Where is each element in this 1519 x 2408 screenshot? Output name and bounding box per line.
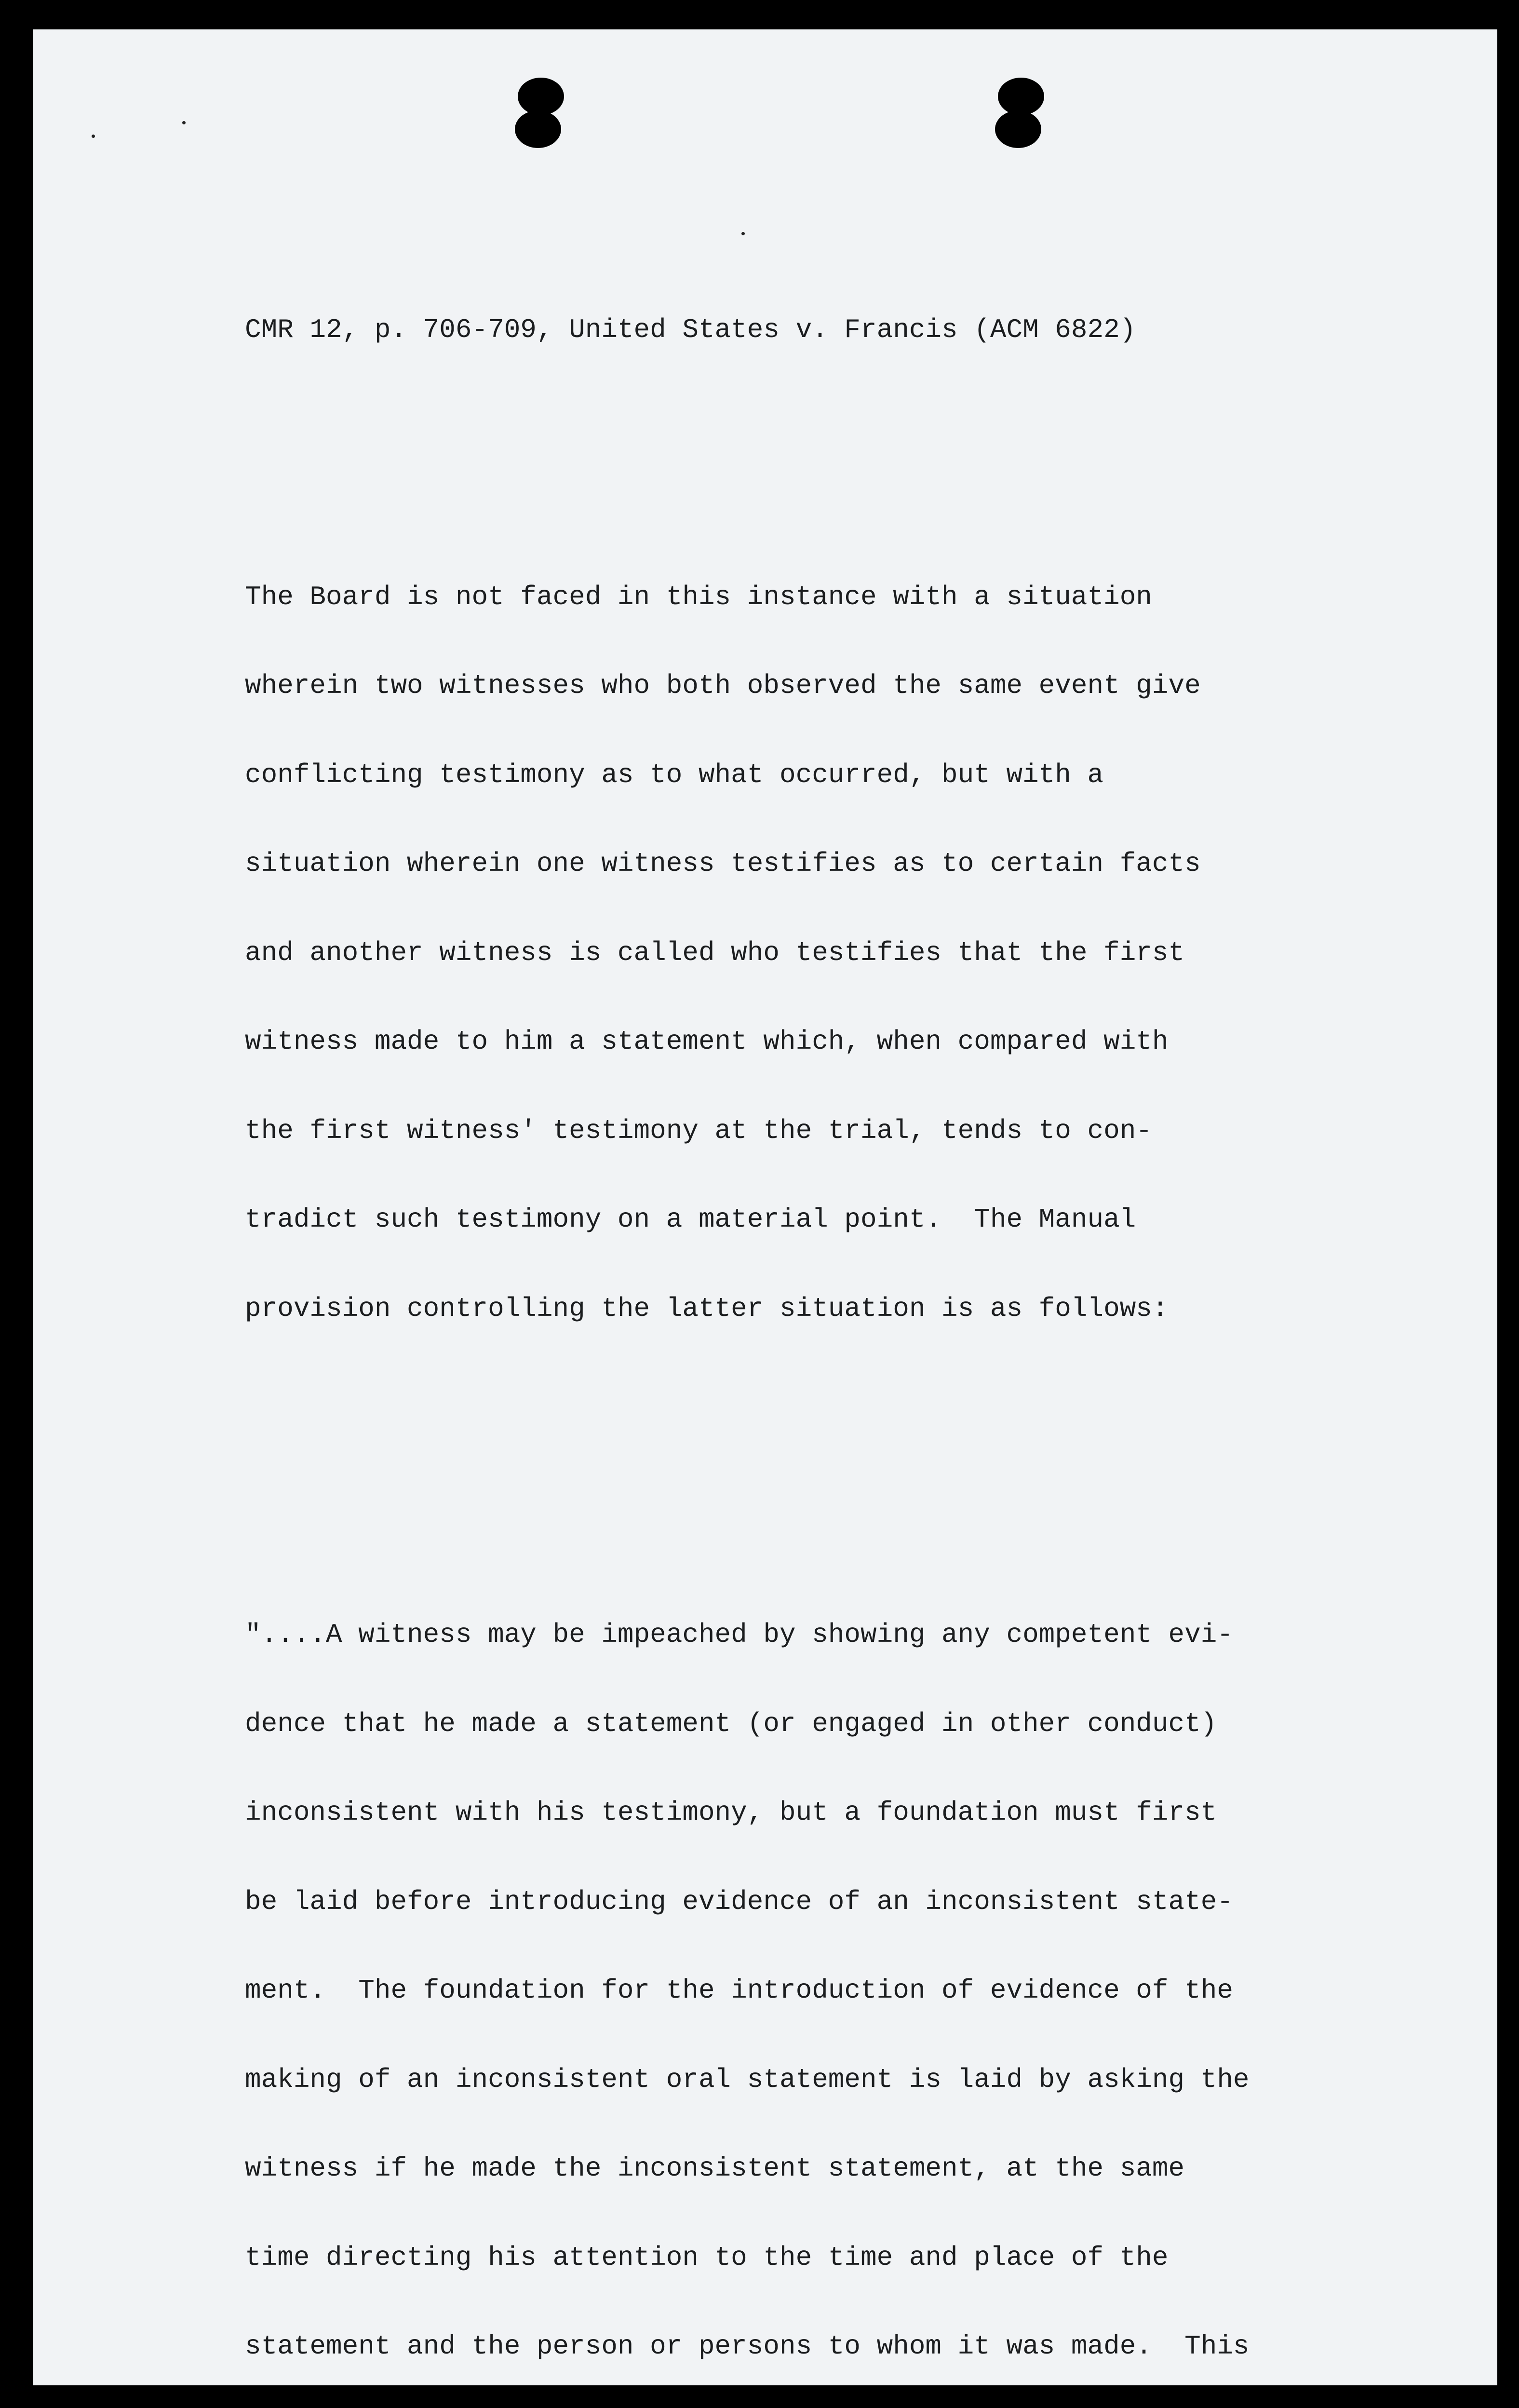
- text-line: wherein two witnesses who both observed the same event give: [245, 670, 1201, 701]
- punch-hole-left-bottom: [515, 110, 561, 148]
- text-line: statement and the person or persons to whom it was made. This: [245, 2331, 1250, 2362]
- punch-hole-right-top: [998, 78, 1044, 115]
- speck: [741, 232, 745, 235]
- text-line: tradict such testimony on a material point. The Manual: [245, 1204, 1136, 1235]
- text-line: situation wherein one witness testifies as to certain facts: [245, 848, 1201, 879]
- paragraph-2-quotation: [245, 1561, 1489, 2385]
- paragraph-1: [245, 523, 1489, 1383]
- text-line: "....A witness may be impeached by showing any competent evi-: [245, 1619, 1233, 1650]
- text-line: witness made to him a statement which, when compared with: [245, 1026, 1169, 1057]
- text-line: the first witness' testimony at the trial, tends to con-: [245, 1115, 1152, 1146]
- text-line: The Board is not faced in this instance with a situation: [245, 581, 1152, 612]
- speck: [182, 121, 186, 124]
- punch-hole-left-top: [518, 78, 564, 115]
- text-line: witness if he made the inconsistent statement, at the same: [245, 2153, 1185, 2184]
- text-line: making of an inconsistent oral statement is laid by asking the: [245, 2064, 1250, 2095]
- text-line: inconsistent with his testimony, but a foundation must first: [245, 1797, 1217, 1828]
- document-body: [245, 256, 1489, 2385]
- case-citation-heading: CMR 12, p. 706-709, United States v. Francis (ACM 6822): [245, 314, 1136, 345]
- punch-hole-right-bottom: [995, 110, 1041, 148]
- paragraph-gap: [245, 405, 1489, 434]
- text-line: conflicting testimony as to what occurred, but with a: [245, 759, 1104, 790]
- text-line: provision controlling the latter situation is as follows:: [245, 1293, 1169, 1324]
- text-line: be laid before introducing evidence of an inconsistent state-: [245, 1886, 1233, 1917]
- text-line: dence that he made a statement (or engaged in other conduct): [245, 1708, 1217, 1739]
- document-page: [33, 29, 1497, 2385]
- text-line: ment. The foundation for the introduction of evidence of the: [245, 1975, 1233, 2006]
- text-line: and another witness is called who testifies that the first: [245, 937, 1185, 968]
- paragraph-gap: [245, 1442, 1489, 1472]
- speck: [92, 135, 95, 138]
- text-line: time directing his attention to the time and place of the: [245, 2242, 1169, 2273]
